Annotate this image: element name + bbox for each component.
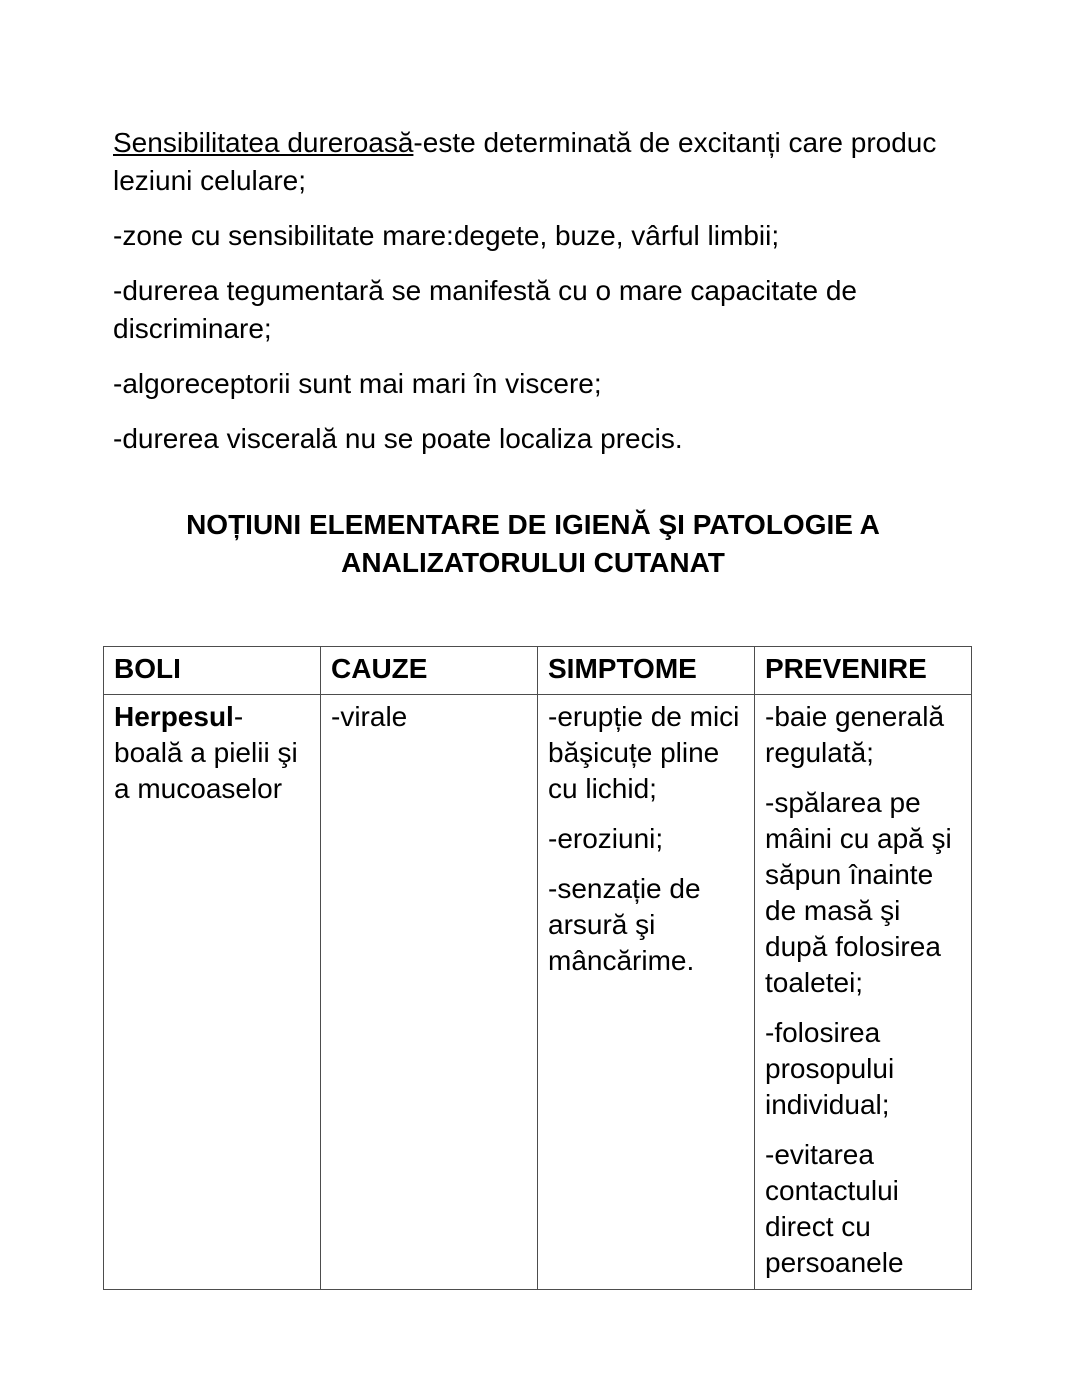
col-header-boli: BOLI: [104, 647, 321, 695]
cell-paragraph: -eroziuni;: [548, 823, 664, 854]
disease-description: -boală a pielii şi a mucoaselor: [114, 701, 298, 804]
bullet-paragraph: -zone cu sensibilitate mare:degete, buze, vârful limbii;: [113, 220, 780, 251]
col-header-cauze: CAUZE: [321, 647, 538, 695]
bullet-paragraph: -durerea tegumentară se manifestă cu o mare capacitate de discriminare;: [113, 275, 857, 344]
cell-paragraph: -evitarea contactului direct cu persoanele: [765, 1139, 904, 1278]
disease-table: [103, 646, 972, 1290]
col-header-prevenire: PREVENIRE: [755, 647, 972, 695]
table-row: [104, 695, 972, 1290]
bullet-paragraph: -algoreceptorii sunt mai mari în viscere;: [113, 368, 602, 399]
cell-paragraph: -virale: [331, 701, 408, 732]
lead-paragraph-rest: -este determinată de excitanți care produc leziuni celulare;: [113, 127, 937, 196]
cell-cauze: [321, 695, 538, 1290]
cell-paragraph: -senzație de arsură şi mâncărime.: [548, 873, 701, 976]
cell-paragraph: -baie generală regulată;: [765, 701, 945, 768]
cell-boli: [104, 695, 321, 1290]
cell-paragraph: -spălarea pe mâini cu apă şi săpun înainte de masă şi după folosirea toaletei;: [765, 787, 952, 998]
lead-paragraph: [113, 124, 953, 200]
disease-name: Herpesul: [114, 701, 234, 732]
cell-prevenire: [755, 695, 972, 1290]
cell-paragraph: -erupție de mici băşicuțe pline cu lichid;: [548, 701, 740, 804]
col-header-simptome: SIMPTOME: [538, 647, 755, 695]
cell-paragraph: -folosirea prosopului individual;: [765, 1017, 895, 1120]
bullet-paragraph: -durerea viscerală nu se poate localiza precis.: [113, 423, 683, 454]
disease-name-paragraph: [114, 699, 310, 807]
table-header-row: [104, 647, 972, 695]
document-content: [113, 124, 953, 1290]
section-heading: NOȚIUNI ELEMENTARE DE IGIENĂ ŞI PATOLOGIE A ANALIZATORULUI CUTANAT: [186, 509, 880, 578]
underlined-term: Sensibilitatea dureroasă: [113, 127, 414, 158]
cell-simptome: [538, 695, 755, 1290]
